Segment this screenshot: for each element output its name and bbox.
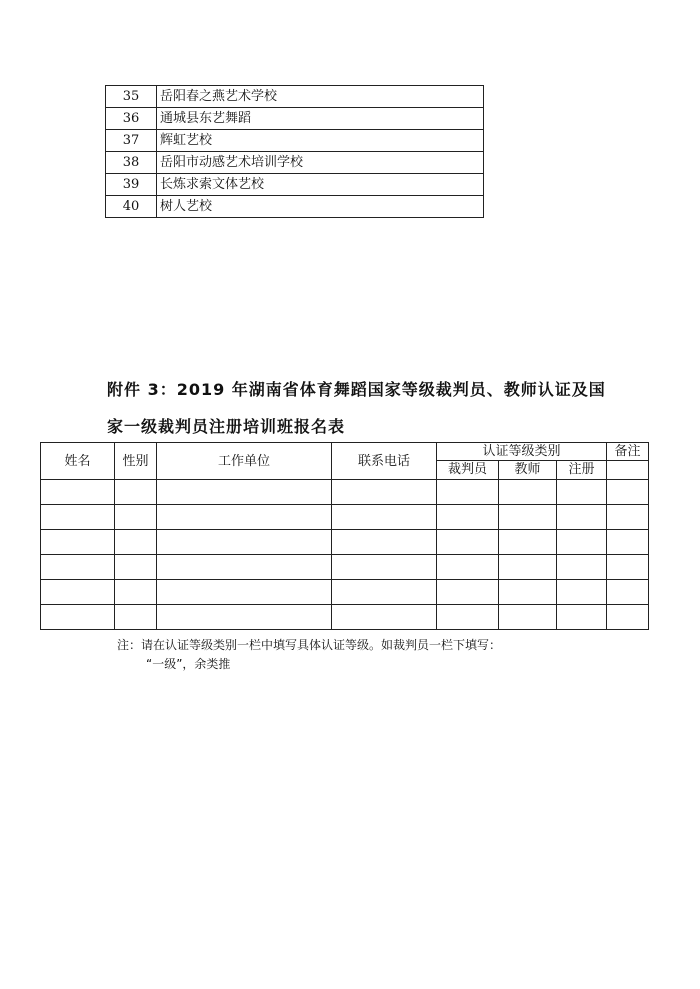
school-name: 通城县东艺舞蹈 (157, 108, 484, 130)
header-register: 注册 (557, 461, 607, 480)
name-cell[interactable] (41, 580, 115, 605)
header-remarks-blank (607, 461, 649, 480)
form-note-line2: “一级”，余类推 (146, 657, 231, 671)
school-row (106, 174, 484, 196)
teacher-cell[interactable] (499, 605, 557, 630)
gender-cell[interactable] (115, 530, 157, 555)
registration-row (41, 555, 649, 580)
registration-row (41, 530, 649, 555)
registration-row (41, 580, 649, 605)
remarks-cell[interactable] (607, 530, 649, 555)
remarks-cell[interactable] (607, 580, 649, 605)
school-number: 37 (106, 130, 157, 152)
registration-row (41, 605, 649, 630)
phone-cell[interactable] (332, 555, 437, 580)
school-row (106, 130, 484, 152)
header-work-unit: 工作单位 (157, 443, 332, 480)
school-number: 39 (106, 174, 157, 196)
referee-cell[interactable] (437, 505, 499, 530)
phone-cell[interactable] (332, 480, 437, 505)
header-cert-category: 认证等级类别 (437, 443, 607, 461)
work-unit-cell[interactable] (157, 555, 332, 580)
register-cell[interactable] (557, 605, 607, 630)
attachment-title-line2: 家一级裁判员注册培训班报名表 (107, 417, 346, 436)
gender-cell[interactable] (115, 555, 157, 580)
phone-cell[interactable] (332, 605, 437, 630)
header-referee: 裁判员 (437, 461, 499, 480)
referee-cell[interactable] (437, 605, 499, 630)
work-unit-cell[interactable] (157, 580, 332, 605)
teacher-cell[interactable] (499, 480, 557, 505)
gender-cell[interactable] (115, 580, 157, 605)
referee-cell[interactable] (437, 580, 499, 605)
teacher-cell[interactable] (499, 555, 557, 580)
school-row (106, 196, 484, 218)
teacher-cell[interactable] (499, 530, 557, 555)
school-name: 辉虹艺校 (157, 130, 484, 152)
school-name: 岳阳春之燕艺术学校 (157, 86, 484, 108)
attachment-title-line1: 附件 3：2019 年湖南省体育舞蹈国家等级裁判员、教师认证及国 (107, 380, 606, 399)
school-name: 长炼求索文体艺校 (157, 174, 484, 196)
school-row (106, 152, 484, 174)
gender-cell[interactable] (115, 605, 157, 630)
school-number: 38 (106, 152, 157, 174)
teacher-cell[interactable] (499, 580, 557, 605)
form-note-line1: 注：请在认证等级类别一栏中填写具体认证等级。如裁判员一栏下填写： (117, 638, 502, 652)
name-cell[interactable] (41, 480, 115, 505)
register-cell[interactable] (557, 480, 607, 505)
school-number: 36 (106, 108, 157, 130)
register-cell[interactable] (557, 555, 607, 580)
gender-cell[interactable] (115, 505, 157, 530)
school-number: 40 (106, 196, 157, 218)
name-cell[interactable] (41, 530, 115, 555)
remarks-cell[interactable] (607, 480, 649, 505)
registration-form-table (40, 442, 649, 630)
register-cell[interactable] (557, 530, 607, 555)
teacher-cell[interactable] (499, 505, 557, 530)
school-name: 树人艺校 (157, 196, 484, 218)
work-unit-cell[interactable] (157, 505, 332, 530)
header-phone: 联系电话 (332, 443, 437, 480)
referee-cell[interactable] (437, 530, 499, 555)
registration-row (41, 480, 649, 505)
header-remarks: 备注 (607, 443, 649, 461)
remarks-cell[interactable] (607, 505, 649, 530)
school-row (106, 108, 484, 130)
remarks-cell[interactable] (607, 555, 649, 580)
name-cell[interactable] (41, 555, 115, 580)
phone-cell[interactable] (332, 530, 437, 555)
register-cell[interactable] (557, 580, 607, 605)
name-cell[interactable] (41, 505, 115, 530)
referee-cell[interactable] (437, 555, 499, 580)
gender-cell[interactable] (115, 480, 157, 505)
school-name: 岳阳市动感艺术培训学校 (157, 152, 484, 174)
registration-row (41, 505, 649, 530)
header-name: 姓名 (41, 443, 115, 480)
school-list-table (105, 85, 484, 218)
school-row (106, 86, 484, 108)
work-unit-cell[interactable] (157, 605, 332, 630)
referee-cell[interactable] (437, 480, 499, 505)
work-unit-cell[interactable] (157, 530, 332, 555)
work-unit-cell[interactable] (157, 480, 332, 505)
name-cell[interactable] (41, 605, 115, 630)
header-gender: 性别 (115, 443, 157, 480)
phone-cell[interactable] (332, 580, 437, 605)
school-number: 35 (106, 86, 157, 108)
remarks-cell[interactable] (607, 605, 649, 630)
phone-cell[interactable] (332, 505, 437, 530)
register-cell[interactable] (557, 505, 607, 530)
header-teacher: 教师 (499, 461, 557, 480)
